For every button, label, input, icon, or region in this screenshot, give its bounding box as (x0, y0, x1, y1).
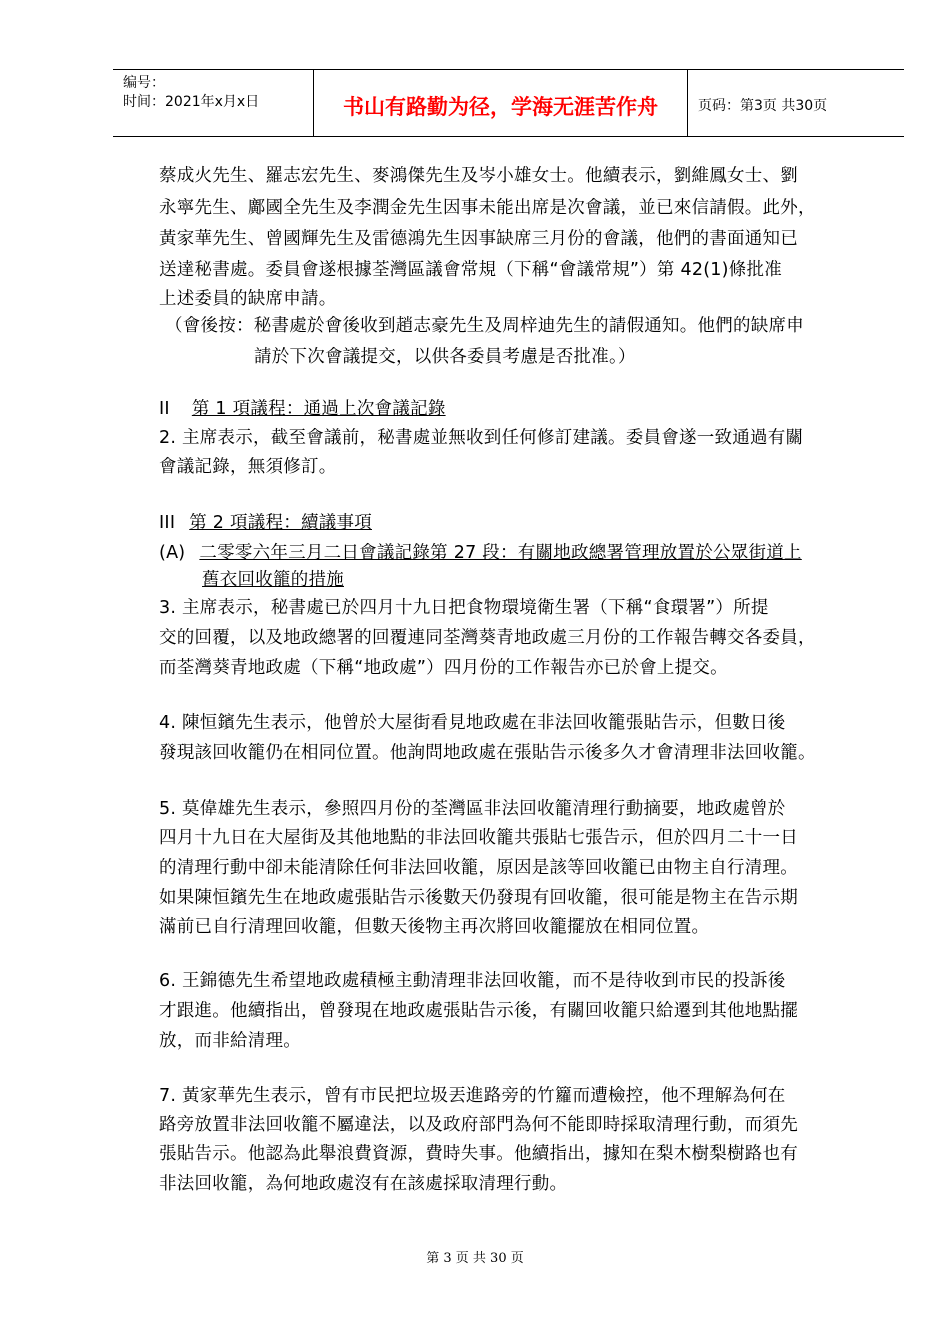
paragraph-7: 7. 黃家華先生表示，曾有市民把垃圾丟進路旁的竹籮而遭檢控，他不理解為何在 (159, 1086, 786, 1106)
number-label: 编号： (123, 75, 165, 91)
body-line: 的清理行動中卻未能清除任何非法回收籠，原因是該等回收籠已由物主自行清理。 (159, 858, 798, 878)
paragraph-3: 3. 主席表示，秘書處已於四月十九日把食物環境衛生署（下稱“食環署”）所提 (159, 598, 769, 618)
body-line: 發現該回收籠仍在相同位置。他詢問地政處在張貼告示後多久才會清理非法回收籠。 (159, 743, 816, 763)
sub-heading-title: 二零零六年三月二日會議記錄第 27 段：有關地政總署管理放置於公眾街道上 (199, 543, 802, 563)
body-line: 路旁放置非法回收籠不屬違法，以及政府部門為何不能即時採取清理行動，而須先 (159, 1115, 798, 1135)
sub-heading-label: (A) (159, 543, 186, 563)
section-number: II (159, 399, 170, 419)
body-line: 蔡成火先生、羅志宏先生、麥鴻傑先生及岑小雄女士。他續表示，劉維鳳女士、劉 (159, 166, 798, 186)
header-page-label: 页码：第3页 共30页 (698, 98, 828, 114)
post-meeting-note: 請於下次會議提交，以供各委員考慮是否批准。） (254, 347, 636, 367)
sub-heading-a (159, 541, 802, 565)
body-line: 放，而非給清理。 (159, 1031, 301, 1051)
paragraph-4: 4. 陳恒鑌先生表示，他曾於大屋街看見地政處在非法回收籠張貼告示，但數日後 (159, 713, 786, 733)
body-line: 送達秘書處。委員會遂根據荃灣區議會常規（下稱“會議常規”）第 42(1)條批准 (159, 260, 782, 280)
section-number: III (159, 513, 176, 533)
body-line: 會議記錄，無須修訂。 (159, 457, 337, 477)
body-line: 滿前已自行清理回收籠，但數天後物主再次將回收籠擺放在相同位置。 (159, 917, 710, 937)
body-line: 如果陳恒鑌先生在地政處張貼告示後數天仍發現有回收籠，很可能是物主在告示期 (159, 888, 798, 908)
time-label: 时间：2021年x月x日 (123, 94, 260, 110)
body-line: 張貼告示。他認為此舉浪費資源，費時失事。他續指出，據知在梨木樹梨樹路也有 (159, 1144, 798, 1164)
header-meta (113, 70, 314, 136)
header-table (113, 69, 904, 137)
body-line: 交的回覆，以及地政總署的回覆連同荃灣葵青地政處三月份的工作報告轉交各委員， (159, 628, 816, 648)
paragraph-2: 2. 主席表示，截至會議前，秘書處並無收到任何修訂建議。委員會遂一致通過有關 (159, 428, 804, 448)
section-title: 第 1 項議程：通過上次會議記錄 (191, 399, 446, 419)
body-line: 上述委員的缺席申請。 (159, 289, 337, 309)
body-line: 永寧先生、鄺國全先生及李潤金先生因事未能出席是次會議，並已來信請假。此外， (159, 198, 816, 218)
section-heading-iii (159, 511, 372, 535)
section-heading-ii (159, 397, 446, 421)
header-motto: 书山有路勤为径，学海无涯苦作舟 (314, 70, 688, 136)
post-meeting-note: （會後按：秘書處於會後收到趙志豪先生及周梓迪先生的請假通知。他們的缺席申 (165, 316, 804, 336)
sub-heading-title-cont: 舊衣回收籠的措施 (202, 570, 344, 590)
page-footer: 第 3 页 共 30 页 (426, 1251, 524, 1266)
body-line: 四月十九日在大屋街及其他地點的非法回收籠共張貼七張告示，但於四月二十一日 (159, 828, 798, 848)
paragraph-5: 5. 莫偉雄先生表示，參照四月份的荃灣區非法回收籠清理行動摘要，地政處曾於 (159, 799, 786, 819)
section-title: 第 2 項議程：續議事項 (189, 513, 372, 533)
paragraph-6: 6. 王錦德先生希望地政處積極主動清理非法回收籠，而不是待收到市民的投訴後 (159, 971, 786, 991)
body-line: 非法回收籠，為何地政處沒有在該處採取清理行動。 (159, 1174, 568, 1194)
body-line: 黃家華先生、曾國輝先生及雷德鴻先生因事缺席三月份的會議，他們的書面通知已 (159, 229, 798, 249)
body-line: 而荃灣葵青地政處（下稱“地政處”）四月份的工作報告亦已於會上提交。 (159, 658, 728, 678)
body-line: 才跟進。他續指出，曾發現在地政處張貼告示後，有關回收籠只給遷到其他地點擺 (159, 1001, 798, 1021)
